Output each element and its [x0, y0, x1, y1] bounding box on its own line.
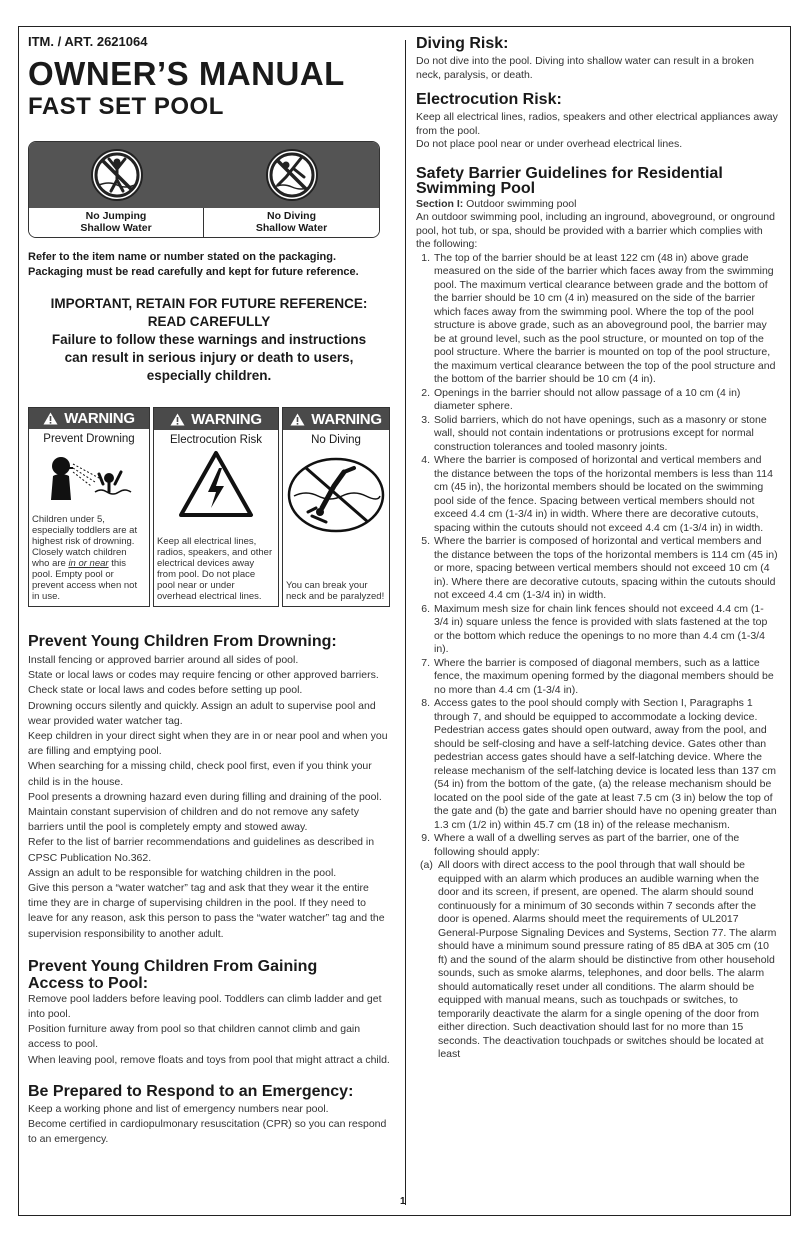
intro-line: Packaging must be read carefully and kept for future reference. [28, 266, 359, 278]
sign-label-line: Shallow Water [255, 222, 328, 234]
list-text: Solid barriers, which do not have openings, such as a masonry or stone wall, should not contain indentations or protrusions except for normal construction tolerances and tooled masonry joints. [434, 413, 767, 453]
barrier-list [416, 252, 778, 860]
electrocution-risk-text: Do not place pool near or under overhead electrical lines. [416, 138, 683, 150]
left-column [28, 34, 390, 1147]
paragraph: State or local laws or codes may require fencing or other approved barriers. [28, 669, 379, 682]
warning-header: WARNING [64, 409, 135, 427]
access-section [28, 992, 390, 1068]
sub-item-label: (a) [420, 859, 433, 871]
drowning-section [28, 653, 390, 942]
column-divider [405, 40, 406, 1205]
page-number: 1 [400, 1196, 406, 1207]
paragraph: Give this person a “water watcher” tag and ask that they wear it the entire time they are in charge of supervising children in the pool. If they need to leave for any reason, ask this person to pass the “water watcher” tag and the supervision responsibility to another adult. [28, 882, 385, 940]
barrier-heading [416, 166, 778, 196]
list-number: 5. [421, 535, 430, 547]
paragraph: Install fencing or approved barrier around all sides of pool. [28, 654, 299, 666]
warning-text: Children under 5, especially toddlers are at highest risk of drowning. Closely watch children who are [32, 514, 138, 569]
barrier-intro: An outdoor swimming pool, including an inground, aboveground, or onground pool, hot tub, or spa, should be provided with a barrier which complies with the following: [416, 211, 775, 250]
drowning-heading: Prevent Young Children From Drowning: [28, 633, 337, 650]
important-notice [28, 295, 390, 385]
warning-cards [28, 407, 390, 607]
list-text: Access gates to the pool should comply with Section I, Paragraphs 1 through 7, and should be equipped to accommodate a locking device. Pedestrian access gates should open outward, away from the pool, and should be self-closing and have a self-latching device. Gates other than pedestrian access gates should have a self-latching device. Where the release mechanism of the self-latching device is located less than 137 cm (54 in) from the bottom of the gate, (a) the release mechanism should be located on the pool side of the gate at least 7.5 cm (3 in) below the top of the gate and (b) the gate and barrier should have no opening greater than 1.3 cm (1/2 in) within 45.7 cm (18 in) of the release mechanism. [434, 697, 777, 831]
list-item [416, 252, 778, 387]
paragraph: Check state or local laws and codes before setting up pool. [28, 684, 303, 697]
paragraph: Remove pool ladders before leaving pool. Toddlers can climb ladder and get into pool. [28, 992, 382, 1021]
section-label [416, 198, 778, 212]
warning-title: Prevent Drowning [43, 432, 135, 445]
list-text: Openings in the barrier should not allow passage of a 10 cm (4 in) diameter sphere. [434, 386, 741, 412]
emergency-heading: Be Prepared to Respond to an Emergency: [28, 1082, 354, 1100]
no-jumping-icon [89, 147, 145, 203]
paragraph: Keep children in your direct sight when they are in or near pool and when you are filling and emptying pool. [28, 730, 388, 758]
list-text: Where the barrier is composed of horizontal and vertical members and the distance between the tops of the horizontal members is 114 cm (45 in) or more, spacing between vertical members should not exceed 10 cm (4 in). Where there are decorative cutouts, spacing within the cutouts should not exceed 4.4 cm (1-3/4 in) in width. [434, 535, 778, 601]
list-number: 6. [421, 602, 430, 615]
list-number: 2. [421, 386, 430, 399]
heading-line: Safety Barrier Guidelines for Residential [416, 164, 723, 182]
paragraph: Pool presents a drowning hazard even during filling and draining of the pool. Maintain constant supervision of children and do not remove any safety barriers until the pool is completely empty and stowed away. [28, 790, 382, 834]
paragraph: When searching for a missing child, check pool first, even if you think your child is in the house. [28, 760, 372, 788]
warning-body-electrocution: Keep all electrical lines, radios, speakers, and other electrical devices away from pool. Do not place pool near or under overhead electrical lines. [157, 536, 273, 602]
warning-header: WARNING [191, 410, 262, 428]
emergency-section [28, 1102, 390, 1148]
warning-card-drowning [28, 407, 150, 607]
list-number: 9. [421, 832, 430, 844]
paragraph: Assign an adult to be responsible for watching children in the pool. [28, 866, 337, 879]
no-jumping-label [29, 208, 204, 237]
warning-body-drowning [29, 514, 149, 602]
access-heading [28, 958, 390, 992]
high-voltage-icon [178, 450, 254, 518]
paragraph: Refer to the list of barrier recommendations and guidelines as described in CPSC Publication No.362. [28, 836, 375, 864]
warning-triangle-icon [170, 413, 185, 426]
list-text: Where the barrier is composed of diagonal members, such as a lattice fence, the maximum opening formed by the diagonal members should be no more than 4.4 cm (1-3/4 in). [434, 656, 774, 696]
sign-label-line: No Diving [267, 210, 316, 222]
list-item [416, 387, 778, 414]
list-number: 3. [421, 413, 430, 426]
list-item [416, 454, 778, 535]
heading-line: Prevent Young Children From Gaining [28, 957, 318, 975]
list-item [416, 603, 778, 657]
important-line: especially children. [146, 368, 272, 383]
paragraph: Drowning occurs silently and quickly. Assign an adult to supervise pool and wear provided water watcher tag. [28, 699, 376, 727]
list-text: Where a wall of a dwelling serves as part of the barrier, one of the following should apply: [434, 832, 740, 858]
right-column [416, 36, 778, 1062]
list-item [416, 535, 778, 603]
manual-subtitle: FAST SET POOL [28, 93, 224, 120]
article-number: ITM. / ART. 2621064 [28, 34, 148, 49]
no-diving-icon [264, 147, 320, 203]
diving-risk-text: Do not dive into the pool. Diving into shallow water can result in a broken neck, paralysis, or death. [416, 55, 754, 81]
list-item [416, 657, 778, 698]
section-label-text: Outdoor swimming pool [463, 197, 577, 210]
intro-note [28, 250, 388, 280]
paragraph: Keep a working phone and list of emergency numbers near pool. [28, 1102, 329, 1115]
important-line: Failure to follow these warnings and instructions [51, 332, 367, 347]
warning-card-electrocution [153, 407, 279, 607]
heading-line: Access to Pool: [28, 974, 149, 992]
important-line: READ CAREFULLY [147, 314, 271, 329]
warning-emphasis: in or near [68, 558, 109, 569]
no-diving-label [204, 208, 379, 237]
list-number: 1. [421, 251, 430, 264]
warning-triangle-icon [43, 412, 58, 425]
warning-body-diving: You can break your neck and be paralyzed! [286, 580, 385, 602]
list-number: 7. [421, 656, 430, 669]
warning-triangle-icon [290, 413, 305, 426]
list-item [416, 832, 778, 859]
list-text: Maximum mesh size for chain link fences should not exceed 4.4 cm (1-3/4 in) square unless the fence is provided with slats fastened at the top or the bottom which reduce the openings to no more than 4.4 cm (1-3/4 in). [434, 602, 768, 655]
section-label-bold: Section I: [416, 197, 464, 210]
electrocution-risk-text: Keep all electrical lines, radios, speakers and other electrical appliances away from the pool. [416, 111, 778, 137]
safety-sign-panel [28, 141, 380, 238]
warning-card-diving [282, 407, 390, 607]
list-text: The top of the barrier should be at least 122 cm (48 in) above grade measured on the side of the barrier which faces away from the swimming pool. The maximum vertical clearance between grade and the bottom of the barrier should be 10 cm (4 in) measured on the side of the barrier which faces away from the swimming pool. Where the top of the pool structure is above grade, such as an aboveground pool, the barrier may be at ground level, such as the pool structure, or mounted on top of the pool structure. Where the barrier is mounted on top of the pool structure, the maximum vertical clearance between the top of the pool structure and the bottom of the barrier should be 10 cm (4 in). [434, 251, 776, 385]
sub-item-a [416, 859, 778, 1062]
paragraph: When leaving pool, remove floats and toys from pool that might attract a child. [28, 1053, 390, 1066]
important-line: IMPORTANT, RETAIN FOR FUTURE REFERENCE: [50, 296, 368, 311]
list-item [416, 414, 778, 455]
warning-text: this pool. Empty pool or prevent access when not in use. [32, 558, 138, 602]
warning-header: WARNING [311, 410, 382, 428]
heading-line: Swimming Pool [416, 179, 536, 197]
list-text: Where the barrier is composed of horizontal and vertical members and the distance between the tops of the horizontal members is less than 114 cm (45 in), the horizontal members should be located on the swimming pool side of the fence. Spacing between vertical members should not exceed 4.4 cm (1-3/4 in) in width. Where there are decorative cutouts, spacing within the cutouts should not exceed 4.4 cm (1-3/4 in) in width. [434, 454, 773, 534]
no-diving-pool-icon [286, 450, 386, 536]
sign-label-line: No Jumping [85, 210, 147, 222]
paragraph: Position furniture away from pool so that children cannot climb and gain access to pool. [28, 1023, 361, 1051]
manual-title: OWNER’S MANUAL [28, 55, 345, 92]
sub-item-text: All doors with direct access to the pool through that wall should be equipped with an alarm which produces an audible warning when the door and its screen, if present, are opened. The alarm should sound continuously for a minimum of 30 seconds within 7 seconds after the door is opened. Alarms should meet the requirements of UL2017 General-Purpose Signaling Devices and Systems, Section 77. The alarm should have a minimum sound pressure rating of 85 dBA at 305 cm (10 ft) and the sound of the alarm should be distinctive from other household sounds, such as smoke alarms, telephones, and door bells. The alarm should automatically reset under all conditions. The alarm should be equipped with manual means, such as touchpads or switches, to temporarily deactivate the alarm for a single opening of the door from either direction. Such deactivation should last for no more than 15 seconds. The deactivation touchpads or switches should be located at least [438, 859, 777, 1060]
electrocution-risk-heading: Electrocution Risk: [416, 91, 562, 108]
warning-title: Electrocution Risk [169, 434, 263, 446]
list-number: 4. [421, 454, 430, 466]
paragraph: Become certified in cardiopulmonary resuscitation (CPR) so you can respond to an emergency. [28, 1118, 387, 1146]
intro-line: Refer to the item name or number stated on the packaging. [28, 251, 337, 263]
list-number: 8. [421, 697, 430, 709]
diving-risk-heading: Diving Risk: [416, 35, 509, 52]
drowning-child-icon [39, 448, 139, 512]
important-line: can result in serious injury or death to users, [64, 350, 354, 365]
warning-title: No Diving [311, 434, 361, 446]
list-item [416, 697, 778, 832]
sign-label-line: Shallow Water [80, 222, 152, 234]
